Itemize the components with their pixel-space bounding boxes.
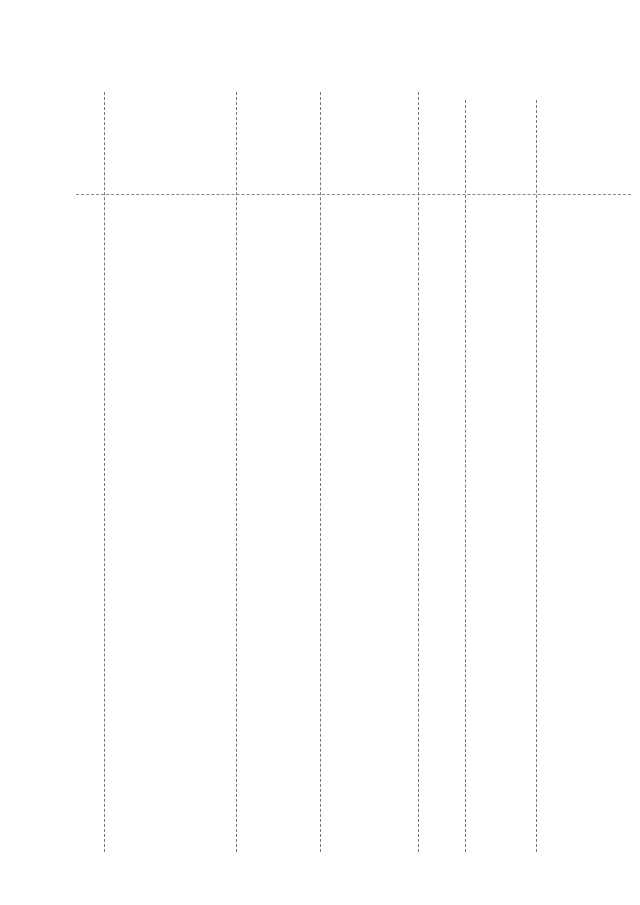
column-divider [236, 92, 237, 852]
column-divider [104, 92, 105, 852]
row-separator [76, 194, 631, 195]
column-divider [418, 92, 419, 852]
column-divider [320, 92, 321, 852]
column-divider [536, 100, 537, 852]
column-divider [465, 100, 466, 852]
